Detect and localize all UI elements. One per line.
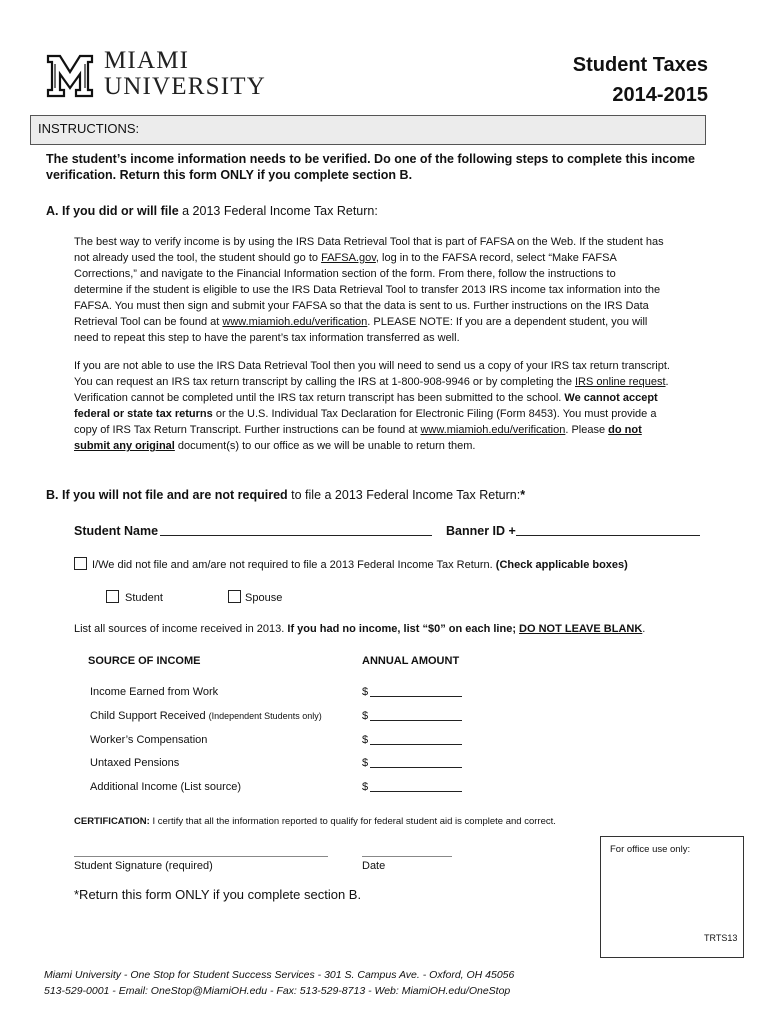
footer-address: Miami University - One Stop for Student Success Services - 301 S. Campus Ave. - Oxford, OH 45056 [44, 969, 515, 981]
section-b-heading [46, 487, 525, 503]
income-list-end: . [642, 623, 646, 635]
page-title [573, 50, 708, 110]
p1-line-6 [74, 314, 724, 330]
title-line-2: 2014-2015 [612, 84, 708, 106]
p2-line-6 [74, 438, 724, 454]
form-code: TRTS13 [704, 933, 738, 943]
source-of-income-header: SOURCE OF INCOME [88, 655, 201, 667]
p2-line-5-b: . Please [565, 424, 609, 436]
section-b-heading-star: * [520, 488, 526, 502]
intro-line-2: verification. Return this form ONLY if you complete section B. [46, 168, 413, 182]
signature-line[interactable] [74, 856, 328, 857]
section-a-paragraph-1 [74, 234, 724, 346]
banner-id-field[interactable] [516, 523, 700, 536]
income-row-label: Additional Income (List source) [90, 781, 242, 793]
student-checkbox[interactable] [106, 590, 119, 603]
p2-line-6-bold: submit any original [74, 440, 175, 452]
dollar-sign: $ [362, 734, 369, 746]
verification-link-2[interactable]: www.miamioh.edu/verification [420, 424, 566, 436]
p1-line-6-a: Retrieval Tool can be found at [74, 316, 223, 328]
dollar-sign: $ [362, 686, 369, 698]
instructions-label: INSTRUCTIONS: [38, 121, 140, 136]
student-name-label: Student Name [74, 524, 159, 538]
intro-line-1: The student’s income information needs to be verified. Do one of the following steps to complete this income [46, 152, 695, 166]
p2-line-2 [74, 374, 724, 390]
p2-line-5-bold: do not [608, 424, 642, 436]
date-label: Date [362, 860, 386, 872]
p1-line-2-a: not already used the tool, the student should go to [74, 252, 322, 264]
logo-line-miami: MIAMI [104, 47, 190, 74]
section-a-heading-rest: a 2013 Federal Income Tax Return: [178, 204, 378, 218]
return-form-note: *Return this form ONLY if you complete section B. [74, 887, 362, 902]
income-list-bold: If you had no income, list “$0” on each line; [287, 623, 520, 635]
p1-line-3: Corrections,” and navigate to the Financial Information section of the form. From there, follow the instructions to [74, 268, 616, 280]
p2-line-6-b: document(s) to our office as we will be unable to return them. [174, 440, 476, 452]
section-b-heading-rest: to file a 2013 Federal Income Tax Return: [287, 488, 521, 502]
not-required-text-main: I/We did not file and am/are not required to file a 2013 Federal Income Tax Return. [92, 559, 496, 571]
spouse-checkbox[interactable] [228, 590, 241, 603]
child-support-note: (Independent Students only) [208, 711, 322, 721]
logo-line-university: UNIVERSITY [104, 73, 266, 100]
amount-field-work[interactable] [370, 684, 462, 697]
p1-line-2-b: , log in to the FAFSA record, select “Make FAFSA [375, 252, 617, 264]
section-a-heading-bold: A. If you did or will file [46, 204, 179, 218]
p2-line-5 [74, 422, 724, 438]
p2-line-5-a: copy of IRS Tax Return Transcript. Further instructions can be found at [74, 424, 421, 436]
title-line-1: Student Taxes [572, 54, 708, 76]
verification-link[interactable]: www.miamioh.edu/verification [222, 316, 368, 328]
miami-m-logo-icon [46, 54, 94, 98]
irs-online-request-link[interactable]: IRS online request [575, 376, 666, 388]
certification-text: I certify that all the information reported to qualify for federal student aid is complete and correct. [149, 816, 556, 827]
p1-line-5: FAFSA. You must then sign and submit your FAFSA so that the data is sent to us. Further instructions on the IRS Data [74, 300, 649, 312]
child-support-label: Child Support Received [90, 710, 209, 722]
income-list-text: List all sources of income received in 2013. [74, 623, 288, 635]
section-a-paragraph-2 [74, 358, 724, 454]
p2-line-2-b: . [665, 376, 669, 388]
office-use-label: For office use only: [610, 844, 691, 855]
amount-field-additional[interactable] [370, 779, 462, 792]
not-required-text [92, 557, 628, 573]
date-line[interactable] [362, 856, 452, 857]
income-row-label: Income Earned from Work [90, 686, 219, 698]
p1-line-4: determine if the student is eligible to use the IRS Data Retrieval Tool to transfer 2013 IRS income tax information into the [74, 284, 661, 296]
dollar-sign: $ [362, 781, 369, 793]
section-b-heading-bold: B. If you will not file and are not required [46, 488, 288, 502]
amount-field-child-support[interactable] [370, 708, 462, 721]
p1-line-1: The best way to verify income is by using the IRS Data Retrieval Tool that is part of FAFSA on the Web. If the student has [74, 236, 664, 248]
not-required-checkbox[interactable] [74, 557, 87, 570]
fafsa-link[interactable]: FAFSA.gov [321, 252, 376, 264]
annual-amount-header: ANNUAL AMOUNT [362, 655, 460, 667]
amount-field-pensions[interactable] [370, 755, 462, 768]
dollar-sign: $ [362, 710, 369, 722]
amount-field-workers-comp[interactable] [370, 732, 462, 745]
p1-line-7: need to repeat this step to have the parent’s tax information transferred as well. [74, 332, 460, 344]
p2-line-3-bold: We cannot accept [564, 392, 658, 404]
student-checkbox-label: Student [125, 592, 163, 604]
income-row-label [90, 708, 322, 724]
p1-line-2 [74, 250, 724, 266]
dollar-sign: $ [362, 757, 369, 769]
university-logo-text [104, 48, 266, 100]
p2-line-4 [74, 406, 724, 422]
income-list-instruction [74, 621, 645, 637]
signature-label: Student Signature (required) [74, 860, 213, 872]
section-a-heading [46, 203, 378, 219]
banner-id-label: Banner ID + [446, 524, 516, 538]
p2-line-4-bold: federal or state tax returns [74, 408, 213, 420]
spouse-checkbox-label: Spouse [245, 592, 283, 604]
p2-line-3 [74, 390, 724, 406]
income-list-bold-underline: DO NOT LEAVE BLANK [519, 623, 643, 635]
p2-line-4-b: or the U.S. Individual Tax Declaration for Electronic Filing (Form 8453). You must provide a [212, 408, 657, 420]
certification-label: CERTIFICATION: [74, 816, 150, 827]
student-name-field[interactable] [160, 523, 432, 536]
not-required-text-bold: (Check applicable boxes) [495, 559, 628, 571]
footer-contact: 513-529-0001 - Email: OneStop@MiamiOH.edu - Fax: 513-529-8713 - Web: MiamiOH.edu/OneStop [44, 985, 511, 997]
p2-line-3-a: Verification cannot be completed until the IRS tax return transcript has been submitted to the school. [74, 392, 565, 404]
income-row-label: Worker’s Compensation [90, 734, 208, 746]
p1-line-6-b: . PLEASE NOTE: If you are a dependent student, you will [367, 316, 648, 328]
p2-line-1: If you are not able to use the IRS Data Retrieval Tool then you will need to send us a copy of your IRS tax return transcript. [74, 360, 670, 372]
p2-line-2-a: You can request an IRS tax return transcript by calling the IRS at 1-800-908-9946 or by completing the [74, 376, 575, 388]
income-row-label: Untaxed Pensions [90, 757, 180, 769]
certification-statement [74, 815, 556, 829]
